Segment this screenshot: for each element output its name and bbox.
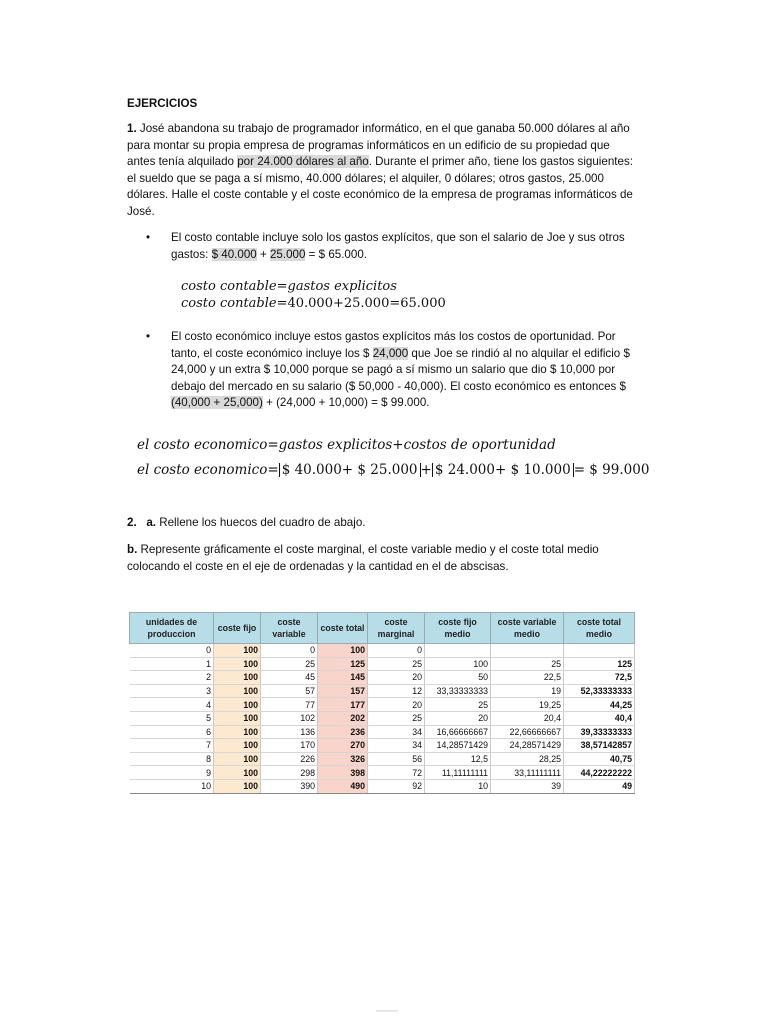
- column-header: coste total: [318, 613, 368, 644]
- exercise-1-statement: 1. José abandona su trabajo de programador informático, en el que ganaba 50.000 dólares al año para montar su propia empresa de programas informáticos en un edificio de su propiedad que antes tenía alquilado por 24.000 dólares al año. Durante el primer año, tiene los gastos siguientes: el sueldo que se paga a sí mismo, 40.000 dólares; el alquiler, 0 dólares; otros gastos, 25.000 dólares. Halle el coste contable y el coste económico de la empresa de programas informáticos de José.: [127, 122, 633, 218]
- column-header: coste marginal: [368, 613, 425, 644]
- table-cell: 390: [261, 779, 318, 793]
- table-cell: 202: [318, 711, 368, 725]
- column-header: coste fijo: [214, 613, 261, 644]
- table-cell: 44,25: [564, 698, 635, 712]
- table-cell: 25: [368, 711, 425, 725]
- table-cell: 33,11111111: [491, 766, 564, 780]
- bullet-costo-economico: • El costo económico incluye estos gastos explícitos más los costos de oportunidad. Por tanto, el coste económico incluye los $ 24,000 que Joe se rindió al no alquilar el edificio $ 24,000 y un extra $ 10,000 porque se pagó a sí mismo un salario que dio $ 10,000 por debajo del mercado en su salario ($ 50,000 - 40,000). El costo económico es entonces $ (40,000 + 25,000) + (24,000 + 10,000) = $ 99.000.: [146, 330, 630, 409]
- table-row: [130, 739, 635, 753]
- table-cell: 1: [130, 657, 214, 671]
- absolute-group-2: $ 24.000+ $ 10.000: [432, 463, 574, 477]
- equation-costo-contable-2: costo contable=40.000+25.000=65.000: [181, 296, 446, 311]
- exercise-2b: b. Represente gráficamente el coste marginal, el coste variable medio y el coste total medio colocando el coste en el eje de ordenadas y la cantidad en el de abscisas.: [127, 543, 599, 573]
- column-header: coste total medio: [564, 613, 635, 644]
- exercise-number: 2.: [127, 516, 137, 529]
- column-header: coste variable: [261, 613, 318, 644]
- table-cell: 34: [368, 739, 425, 753]
- table-row: [130, 725, 635, 739]
- table-cell: 11,11111111: [425, 766, 491, 780]
- table-cell: 125: [564, 657, 635, 671]
- column-header: unidades de produccion: [130, 613, 214, 644]
- table-cell: 22,5: [491, 671, 564, 685]
- table-cell: 12: [368, 684, 425, 698]
- table-cell: 100: [214, 752, 261, 766]
- table-cell: 92: [368, 779, 425, 793]
- highlighted-text: (40,000 + 25,000): [171, 396, 263, 409]
- table-cell: 157: [318, 684, 368, 698]
- table-cell: 40,75: [564, 752, 635, 766]
- table-cell: 33,33333333: [425, 684, 491, 698]
- table-row: [130, 766, 635, 780]
- table-cell: [425, 644, 491, 658]
- table-cell: [564, 644, 635, 658]
- table-cell: 100: [425, 657, 491, 671]
- table-cell: 145: [318, 671, 368, 685]
- section-title: EJERCICIOS: [127, 97, 198, 110]
- table-cell: 77: [261, 698, 318, 712]
- column-header: coste variable medio: [491, 613, 564, 644]
- table-cell: 20: [368, 671, 425, 685]
- table-cell: 100: [214, 657, 261, 671]
- table-cell: 100: [214, 671, 261, 685]
- table-row: [130, 684, 635, 698]
- table-row: [130, 657, 635, 671]
- table-cell: 226: [261, 752, 318, 766]
- table-cell: 34: [368, 725, 425, 739]
- table-body: [130, 644, 635, 794]
- table-cell: 398: [318, 766, 368, 780]
- table-cell: 20: [425, 711, 491, 725]
- table-cell: 3: [130, 684, 214, 698]
- highlighted-text: $ 40.000: [211, 247, 257, 261]
- table-cell: 490: [318, 779, 368, 793]
- column-header: coste fijo medio: [425, 613, 491, 644]
- table-cell: 72,5: [564, 671, 635, 685]
- table-cell: 10: [130, 779, 214, 793]
- table-cell: 9: [130, 766, 214, 780]
- table-cell: 20: [368, 698, 425, 712]
- table-row: [130, 698, 635, 712]
- equation-costo-contable-1: costo contable=gastos explicitos: [181, 279, 397, 294]
- exercise-2a: 2. a. Rellene los huecos del cuadro de abajo.: [127, 516, 366, 529]
- table-cell: 5: [130, 711, 214, 725]
- table-cell: 100: [318, 644, 368, 658]
- table-cell: 136: [261, 725, 318, 739]
- table-cell: 2: [130, 671, 214, 685]
- table-cell: 39: [491, 779, 564, 793]
- table-cell: 100: [214, 779, 261, 793]
- table-cell: 0: [261, 644, 318, 658]
- table-cell: 100: [214, 766, 261, 780]
- table-row: [130, 752, 635, 766]
- absolute-group-1: $ 40.000+ $ 25.000: [279, 463, 421, 477]
- cost-table: [129, 612, 635, 794]
- table-cell: 25: [425, 698, 491, 712]
- table-row: [130, 779, 635, 793]
- table-cell: 19: [491, 684, 564, 698]
- table-cell: 4: [130, 698, 214, 712]
- table-cell: 39,33333333: [564, 725, 635, 739]
- table-cell: 298: [261, 766, 318, 780]
- bullet-marker: •: [146, 330, 151, 343]
- table-cell: 10: [425, 779, 491, 793]
- table-header-row: [130, 613, 635, 644]
- table-cell: 20,4: [491, 711, 564, 725]
- table-cell: 25: [261, 657, 318, 671]
- highlighted-text: por 24.000 dólares al año: [237, 155, 369, 168]
- table-cell: 25: [491, 657, 564, 671]
- table-cell: 44,22222222: [564, 766, 635, 780]
- table-cell: 100: [214, 711, 261, 725]
- table-cell: 0: [130, 644, 214, 658]
- table-row: [130, 711, 635, 725]
- bullet-marker: •: [146, 231, 151, 244]
- table-cell: 24,28571429: [491, 739, 564, 753]
- table-cell: 22,66666667: [491, 725, 564, 739]
- table-cell: 45: [261, 671, 318, 685]
- table-cell: 0: [368, 644, 425, 658]
- table-cell: 28,25: [491, 752, 564, 766]
- table-cell: 100: [214, 725, 261, 739]
- table-cell: 100: [214, 739, 261, 753]
- table-cell: 177: [318, 698, 368, 712]
- table-cell: 170: [261, 739, 318, 753]
- table-cell: 12,5: [425, 752, 491, 766]
- table-cell: 49: [564, 779, 635, 793]
- table-row: [130, 644, 635, 658]
- table-row: [130, 671, 635, 685]
- highlighted-text: 24,000: [372, 346, 409, 360]
- table-cell: 19,25: [491, 698, 564, 712]
- table-cell: 8: [130, 752, 214, 766]
- table-cell: [491, 644, 564, 658]
- page-marker: [376, 1010, 398, 1012]
- table-cell: 270: [318, 739, 368, 753]
- table-cell: 57: [261, 684, 318, 698]
- table-cell: 102: [261, 711, 318, 725]
- table-cell: 125: [318, 657, 368, 671]
- table-cell: 72: [368, 766, 425, 780]
- table-cell: 56: [368, 752, 425, 766]
- equation-costo-economico-1: el costo economico=gastos explicitos+costos de oportunidad: [137, 437, 556, 453]
- bullet-costo-contable: • El costo contable incluye solo los gastos explícitos, que son el salario de Joe y sus otros gastos: $ 40.000 + 25.000 = $ 65.000.: [146, 231, 625, 261]
- table-cell: 16,66666667: [425, 725, 491, 739]
- table-cell: 38,57142857: [564, 739, 635, 753]
- equation-costo-economico-2: el costo economico= $ 40.000+ $ 25.000 + $ 24.000+ $ 10.000 = $ 99.000: [137, 462, 650, 478]
- table-cell: 40,4: [564, 711, 635, 725]
- table-cell: 100: [214, 698, 261, 712]
- table-cell: 52,33333333: [564, 684, 635, 698]
- table-cell: 100: [214, 684, 261, 698]
- table-cell: 14,28571429: [425, 739, 491, 753]
- table-cell: 326: [318, 752, 368, 766]
- table-cell: 236: [318, 725, 368, 739]
- table-cell: 6: [130, 725, 214, 739]
- exercise-number: 1.: [127, 122, 137, 135]
- table-cell: 50: [425, 671, 491, 685]
- table-cell: 25: [368, 657, 425, 671]
- table-cell: 100: [214, 644, 261, 658]
- table-cell: 7: [130, 739, 214, 753]
- highlighted-text: 25.000: [269, 247, 306, 261]
